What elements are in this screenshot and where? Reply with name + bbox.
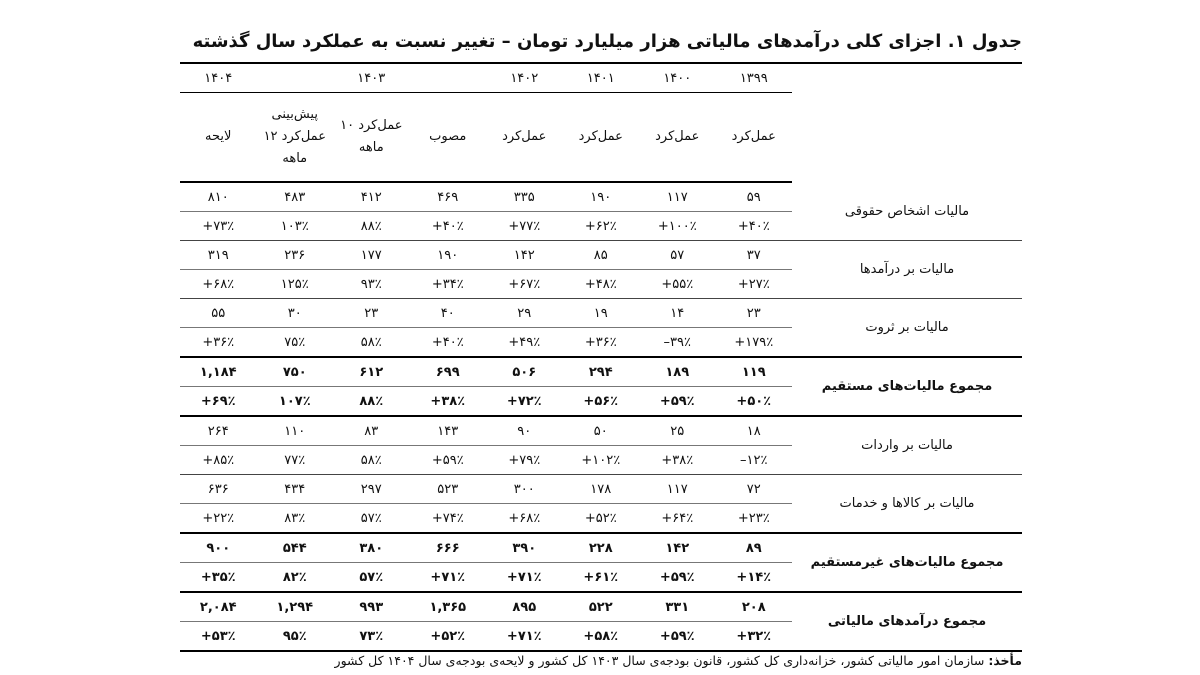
change-value: +۴۰٪ — [431, 334, 464, 350]
change-cell — [486, 212, 563, 241]
change-value: ۸۲٪ — [282, 569, 307, 585]
change-value: ۸۸٪ — [359, 393, 384, 409]
change-cell — [716, 212, 793, 241]
change-cell — [563, 622, 640, 652]
change-cell — [486, 446, 563, 475]
change-value: +۳۵٪ — [200, 569, 236, 585]
change-cell — [257, 387, 334, 417]
value-cell: ۸۹ — [716, 533, 793, 563]
year-1404: ۱۴۰۴ — [180, 63, 257, 93]
change-value: –۳۹٪ — [663, 334, 691, 350]
value-cell: ۸۹۵ — [486, 592, 563, 622]
change-value: +۷۱٪ — [430, 569, 466, 585]
change-value: +۲۳٪ — [737, 510, 770, 526]
change-value: +۴۰٪ — [431, 218, 464, 234]
year-1400: ۱۴۰۰ — [639, 63, 716, 93]
change-value: +۵۹٪ — [659, 569, 695, 585]
label-header-blank-2 — [792, 93, 1022, 183]
value-cell: ۱۸۹ — [639, 357, 716, 387]
change-cell — [180, 328, 257, 358]
column-header-row — [180, 93, 1022, 183]
value-cell: ۱۷۷ — [333, 241, 410, 270]
change-value: +۶۴٪ — [661, 510, 694, 526]
value-cell: ۱۹۰ — [563, 182, 640, 212]
value-cell: ۸۳ — [333, 416, 410, 446]
year-1399: ۱۳۹۹ — [716, 63, 793, 93]
value-cell: ۱,۳۶۵ — [410, 592, 487, 622]
change-cell — [563, 212, 640, 241]
change-cell — [563, 504, 640, 534]
change-cell — [410, 212, 487, 241]
change-value: +۷۳٪ — [202, 218, 235, 234]
value-cell: ۴۶۹ — [410, 182, 487, 212]
value-cell: ۷۵۰ — [257, 357, 334, 387]
column-header: عمل‌کرد — [563, 93, 640, 183]
value-cell: ۳۰ — [257, 299, 334, 328]
change-value: ۱۲۵٪ — [280, 276, 309, 292]
table-row — [180, 182, 1022, 212]
value-cell: ۲۲۸ — [563, 533, 640, 563]
value-cell: ۵۹ — [716, 182, 793, 212]
column-header: عمل‌کرد — [486, 93, 563, 183]
table-row — [180, 533, 1022, 563]
value-cell: ۱,۲۹۴ — [257, 592, 334, 622]
change-cell — [333, 387, 410, 417]
value-cell: ۴۸۳ — [257, 182, 334, 212]
row-label: مالیات اشخاص حقوقی — [792, 182, 1022, 241]
change-cell — [180, 563, 257, 593]
value-cell: ۵۲۳ — [410, 475, 487, 504]
change-value: +۶۹٪ — [200, 393, 236, 409]
value-cell: ۲,۰۸۴ — [180, 592, 257, 622]
value-cell: ۷۲ — [716, 475, 793, 504]
change-value: +۷۱٪ — [506, 569, 542, 585]
change-value: +۳۲٪ — [736, 628, 772, 644]
change-cell — [333, 270, 410, 299]
change-value: ۸۸٪ — [360, 218, 382, 234]
change-cell — [333, 212, 410, 241]
change-value: +۱۷۹٪ — [734, 334, 774, 350]
value-cell: ۶۱۲ — [333, 357, 410, 387]
change-cell — [639, 504, 716, 534]
change-cell — [180, 504, 257, 534]
change-cell — [563, 563, 640, 593]
value-cell: ۱۱۷ — [639, 475, 716, 504]
value-cell: ۳۸۰ — [333, 533, 410, 563]
change-value: +۶۸٪ — [202, 276, 235, 292]
change-cell — [180, 387, 257, 417]
column-header: عمل‌کرد — [716, 93, 793, 183]
change-cell — [486, 563, 563, 593]
tax-revenue-table — [180, 62, 1022, 652]
change-cell — [257, 563, 334, 593]
value-cell: ۱۸ — [716, 416, 793, 446]
value-cell: ۱۴ — [639, 299, 716, 328]
value-cell: ۵۰ — [563, 416, 640, 446]
table-row — [180, 299, 1022, 328]
value-cell: ۵۰۶ — [486, 357, 563, 387]
column-header: پیش‌بینی عمل‌کرد ۱۲ ماهه — [257, 93, 334, 183]
change-value: +۴۰٪ — [737, 218, 770, 234]
value-cell: ۲۹ — [486, 299, 563, 328]
value-cell: ۵۷ — [639, 241, 716, 270]
change-cell — [716, 387, 793, 417]
change-value: +۵۶٪ — [583, 393, 619, 409]
change-cell — [563, 387, 640, 417]
column-header: لایحه — [180, 93, 257, 183]
value-cell: ۲۹۴ — [563, 357, 640, 387]
change-value: +۶۸٪ — [508, 510, 541, 526]
value-cell: ۸۱۰ — [180, 182, 257, 212]
value-cell: ۴۳۴ — [257, 475, 334, 504]
change-value: ۷۳٪ — [359, 628, 384, 644]
source-note — [180, 651, 1022, 671]
change-cell — [716, 622, 793, 652]
value-cell: ۳۹۰ — [486, 533, 563, 563]
value-cell: ۱۴۳ — [410, 416, 487, 446]
change-value: ۱۰۳٪ — [280, 218, 309, 234]
change-cell — [333, 563, 410, 593]
change-cell — [716, 563, 793, 593]
change-value: +۵۲٪ — [584, 510, 617, 526]
change-value: +۱۴٪ — [736, 569, 772, 585]
value-cell: ۲۶۴ — [180, 416, 257, 446]
change-value: ۵۸٪ — [360, 452, 382, 468]
change-value: +۳۶٪ — [584, 334, 617, 350]
change-cell — [180, 622, 257, 652]
row-label: مالیات بر درآمدها — [792, 241, 1022, 299]
change-cell — [180, 446, 257, 475]
row-label: مجموع درآمدهای مالیاتی — [792, 592, 1022, 651]
change-value: –۱۲٪ — [740, 452, 768, 468]
change-value: +۳۸٪ — [430, 393, 466, 409]
value-cell: ۴۱۲ — [333, 182, 410, 212]
value-cell: ۱,۱۸۴ — [180, 357, 257, 387]
change-value: +۱۰۲٪ — [581, 452, 621, 468]
table-row — [180, 475, 1022, 504]
change-value: +۵۲٪ — [430, 628, 466, 644]
change-value: ۷۷٪ — [284, 452, 306, 468]
value-cell: ۱۱۷ — [639, 182, 716, 212]
value-cell: ۱۴۲ — [639, 533, 716, 563]
change-value: +۷۱٪ — [506, 628, 542, 644]
value-cell: ۹۰۰ — [180, 533, 257, 563]
change-value: ۹۵٪ — [282, 628, 307, 644]
change-value: +۸۵٪ — [202, 452, 235, 468]
change-value: +۵۹٪ — [431, 452, 464, 468]
year-1402: ۱۴۰۲ — [486, 63, 563, 93]
change-cell — [410, 270, 487, 299]
change-value: +۶۱٪ — [583, 569, 619, 585]
change-value: ۵۷٪ — [359, 569, 384, 585]
label-header-blank — [792, 63, 1022, 93]
table-title: جدول ۱. اجزای کلی درآمدهای مالیاتی هزار میلیارد تومان – تغییر نسبت به عملکرد سال گذشته — [192, 31, 1022, 52]
table-row — [180, 357, 1022, 387]
change-value: +۴۹٪ — [508, 334, 541, 350]
change-value: +۱۰۰٪ — [657, 218, 697, 234]
change-value: +۵۰٪ — [736, 393, 772, 409]
change-cell — [716, 270, 793, 299]
change-cell — [639, 387, 716, 417]
change-cell — [563, 270, 640, 299]
source-text: سازمان امور مالیاتی کشور، خزانه‌داری کل کشور، قانون بودجه‌ی سال ۱۴۰۳ کل کشور و لایحه‌ی بودجه‌ی سال ۱۴۰۴ کل کشور — [334, 653, 985, 668]
value-cell: ۱۱۰ — [257, 416, 334, 446]
change-value: +۶۲٪ — [584, 218, 617, 234]
change-cell — [716, 446, 793, 475]
table-row — [180, 241, 1022, 270]
value-cell: ۲۳ — [333, 299, 410, 328]
value-cell: ۶۹۹ — [410, 357, 487, 387]
change-cell — [257, 446, 334, 475]
change-value: +۵۹٪ — [659, 393, 695, 409]
change-value: +۵۳٪ — [200, 628, 236, 644]
change-value: +۵۹٪ — [659, 628, 695, 644]
change-value: +۷۲٪ — [506, 393, 542, 409]
change-cell — [180, 270, 257, 299]
change-cell — [563, 446, 640, 475]
value-cell: ۱۱۹ — [716, 357, 793, 387]
value-cell: ۴۰ — [410, 299, 487, 328]
value-cell: ۲۵ — [639, 416, 716, 446]
value-cell: ۹۰ — [486, 416, 563, 446]
year-1401: ۱۴۰۱ — [563, 63, 640, 93]
value-cell: ۳۷ — [716, 241, 793, 270]
change-cell — [639, 270, 716, 299]
value-cell: ۱۷۸ — [563, 475, 640, 504]
change-cell — [333, 328, 410, 358]
change-cell — [716, 328, 793, 358]
change-cell — [486, 328, 563, 358]
source-label: مأخذ: — [988, 653, 1022, 668]
change-cell — [639, 212, 716, 241]
value-cell: ۹۹۳ — [333, 592, 410, 622]
change-value: +۵۵٪ — [661, 276, 694, 292]
value-cell: ۲۳۶ — [257, 241, 334, 270]
value-cell: ۲۰۸ — [716, 592, 793, 622]
value-cell: ۳۰۰ — [486, 475, 563, 504]
value-cell: ۲۹۷ — [333, 475, 410, 504]
change-value: ۹۳٪ — [360, 276, 382, 292]
change-value: +۴۸٪ — [584, 276, 617, 292]
change-cell — [333, 622, 410, 652]
value-cell: ۱۹ — [563, 299, 640, 328]
change-cell — [257, 212, 334, 241]
row-label: مجموع مالیات‌های مستقیم — [792, 357, 1022, 416]
change-cell — [486, 622, 563, 652]
change-value: +۳۴٪ — [431, 276, 464, 292]
change-cell — [410, 504, 487, 534]
row-label: مالیات بر کالاها و خدمات — [792, 475, 1022, 534]
change-cell — [486, 387, 563, 417]
change-cell — [257, 504, 334, 534]
change-cell — [639, 622, 716, 652]
value-cell: ۵۲۲ — [563, 592, 640, 622]
change-cell — [410, 622, 487, 652]
row-label: مجموع مالیات‌های غیرمستقیم — [792, 533, 1022, 592]
change-value: +۳۸٪ — [661, 452, 694, 468]
value-cell: ۶۶۶ — [410, 533, 487, 563]
change-cell — [639, 446, 716, 475]
change-cell — [410, 387, 487, 417]
value-cell: ۵۴۴ — [257, 533, 334, 563]
change-value: +۷۷٪ — [508, 218, 541, 234]
change-value: +۳۶٪ — [202, 334, 235, 350]
change-cell — [410, 563, 487, 593]
change-cell — [486, 504, 563, 534]
change-value: +۶۷٪ — [508, 276, 541, 292]
change-cell — [639, 563, 716, 593]
value-cell: ۸۵ — [563, 241, 640, 270]
column-header: عمل‌کرد — [639, 93, 716, 183]
change-cell — [639, 328, 716, 358]
value-cell: ۲۳ — [716, 299, 793, 328]
change-cell — [333, 504, 410, 534]
value-cell: ۳۱۹ — [180, 241, 257, 270]
change-cell — [563, 328, 640, 358]
value-cell: ۵۵ — [180, 299, 257, 328]
value-cell: ۱۴۲ — [486, 241, 563, 270]
value-cell: ۳۳۵ — [486, 182, 563, 212]
change-value: ۱۰۷٪ — [278, 393, 311, 409]
row-label: مالیات بر واردات — [792, 416, 1022, 475]
column-header: عمل‌کرد ۱۰ ماهه — [333, 93, 410, 183]
change-cell — [716, 504, 793, 534]
table-row — [180, 416, 1022, 446]
year-header-row — [180, 63, 1022, 93]
change-value: +۷۴٪ — [431, 510, 464, 526]
change-value: ۵۷٪ — [360, 510, 382, 526]
change-value: +۲۲٪ — [202, 510, 235, 526]
value-cell: ۳۳۱ — [639, 592, 716, 622]
change-value: +۷۹٪ — [508, 452, 541, 468]
change-cell — [257, 622, 334, 652]
change-value: +۲۷٪ — [737, 276, 770, 292]
value-cell: ۱۹۰ — [410, 241, 487, 270]
column-header: مصوب — [410, 93, 487, 183]
change-cell — [257, 328, 334, 358]
change-value: ۵۸٪ — [360, 334, 382, 350]
change-value: +۵۸٪ — [583, 628, 619, 644]
change-value: ۸۳٪ — [284, 510, 306, 526]
change-cell — [180, 212, 257, 241]
change-cell — [486, 270, 563, 299]
change-cell — [410, 446, 487, 475]
table-row — [180, 592, 1022, 622]
value-cell: ۶۳۶ — [180, 475, 257, 504]
year-1403: ۱۴۰۳ — [257, 63, 487, 93]
change-cell — [410, 328, 487, 358]
change-value: ۷۵٪ — [284, 334, 306, 350]
change-cell — [333, 446, 410, 475]
row-label: مالیات بر ثروت — [792, 299, 1022, 358]
change-cell — [257, 270, 334, 299]
